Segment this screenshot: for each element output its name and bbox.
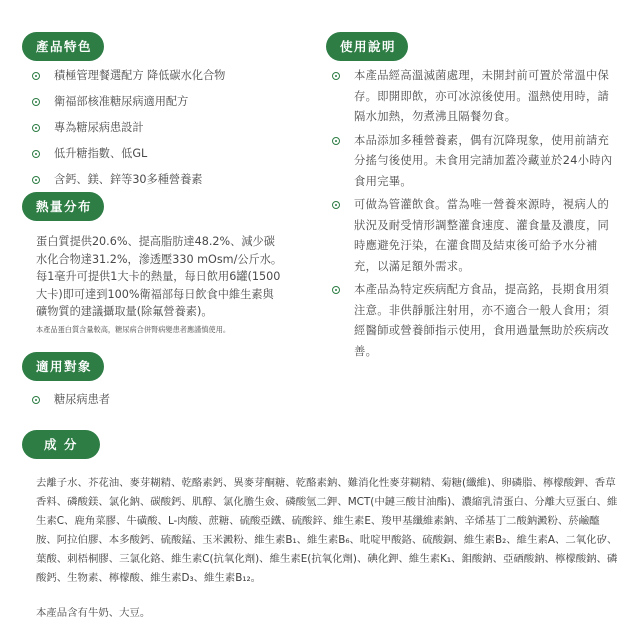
list-item: 本產品為特定疾病配方食品，提高銘，長期食用須注意。非供靜脈注射用，亦不適合一般人食用；須經醫師或營養師指示使用，食用過量無助於疾病改善。 xyxy=(330,280,620,362)
heat-paragraph: 蛋白質提供20.6%、提高脂肪達48.2%、減少碳 水化合物達31.2%，滲透壓330 mOsm/公斤水。 每1毫升可提供1大卡的熱量，每日飲用6罐(1500 大卡)即可達到100%衛福部每日飲食中維生素與 礦物質的建議攝取量(除氟營養素)。 xyxy=(36,235,283,318)
usage-list xyxy=(330,66,620,365)
bullet-icon xyxy=(32,396,40,404)
list-item: 低升糖指數、低GL xyxy=(30,146,300,162)
bullet-icon xyxy=(332,137,340,145)
list-item: 本品添加多種營養素，偶有沉降現象，使用前請充分搖勻後使用。未食用完請加蓋冷藏並於24小時內食用完畢。 xyxy=(330,131,620,193)
ingredients-text: 去離子水、芥花油、麥芽糊精、乾酪素鈣、異麥芽酮糖、乾酪素鈉、難消化性麥芽糊精、菊糖(纖維)、卵磷脂、檸檬酸鉀、香草香料、磷酸鎂、氯化鈉、碳酸鈣、肌醇、氯化膽生僉、磷酸氫二鉀、MCT(中鏈三酸甘油酯)、濃縮乳清蛋白、分離大豆蛋白、維生素C、鹿角菜膠、牛磺酸、L-肉酸、蔗糖、硫酸亞鐵、硫酸鋅、維生素E、羧甲基纖維素鈉、辛烯基丁二酸鈉澱粉、菸鹼醯胺、阿拉伯膠、本多酸鈣、硫酸錳、玉米澱粉、維生素B₁、維生素B₆、吡啶甲酸鉻、硫酸銅、維生素B₂、維生素A、二氧化矽、葉酸、刺梧桐膠、三氯化鉻、維生素C(抗氧化劑)、維生素E(抗氧化劑)、碘化鉀、維生素K₁、鉬酸鈉、亞硒酸鈉、檸檬酸鈉、磷酸鈣、生物素、檸檬酸、維生素D₃、維生素B₁₂。 xyxy=(36,477,618,584)
heat-heading: 熱量分布 xyxy=(22,192,104,221)
list-item: 衛福部核准糖尿病適用配方 xyxy=(30,94,300,110)
usage-heading: 使用說明 xyxy=(326,32,408,61)
list-item: 含鈣、鎂、鋅等30多種營養素 xyxy=(30,172,300,188)
bullet-icon xyxy=(332,72,340,80)
bullet-icon xyxy=(32,176,40,184)
list-item: 專為糖尿病患設計 xyxy=(30,120,300,136)
bullet-icon xyxy=(32,150,40,158)
features-list xyxy=(30,68,300,198)
list-item: 積極管理餐選配方 降低碳水化合物 xyxy=(30,68,300,84)
features-heading: 產品特色 xyxy=(22,32,104,61)
heat-note: 本產品蛋白質含量較高，糖尿病合併腎病變患者應謹慎使用。 xyxy=(36,325,231,334)
bullet-icon xyxy=(32,72,40,80)
ingredients-heading: 成 分 xyxy=(22,430,100,459)
list-item: 糖尿病患者 xyxy=(30,392,300,408)
bullet-icon xyxy=(332,286,340,294)
bullet-icon xyxy=(332,201,340,209)
bullet-icon xyxy=(32,124,40,132)
list-item: 可做為管灌飲食。當為唯一營養來源時，視病人的狀況及耐受情形調整灌食速度、灌食量及濃度，同時應避免汙染，在灌食間及結束後可給予水分補充，以滿足額外需求。 xyxy=(330,195,620,277)
bullet-icon xyxy=(32,98,40,106)
list-item: 本產品經高溫滅菌處理，未開封前可置於常溫中保存。即開即飲，亦可冰涼後使用。溫熱使用時，請隔水加熱，勿煮沸且隔餐勿食。 xyxy=(330,66,620,128)
target-list xyxy=(30,392,300,418)
allergen-text: 本產品含有牛奶、大豆。 xyxy=(36,607,151,619)
target-heading: 適用對象 xyxy=(22,352,104,381)
